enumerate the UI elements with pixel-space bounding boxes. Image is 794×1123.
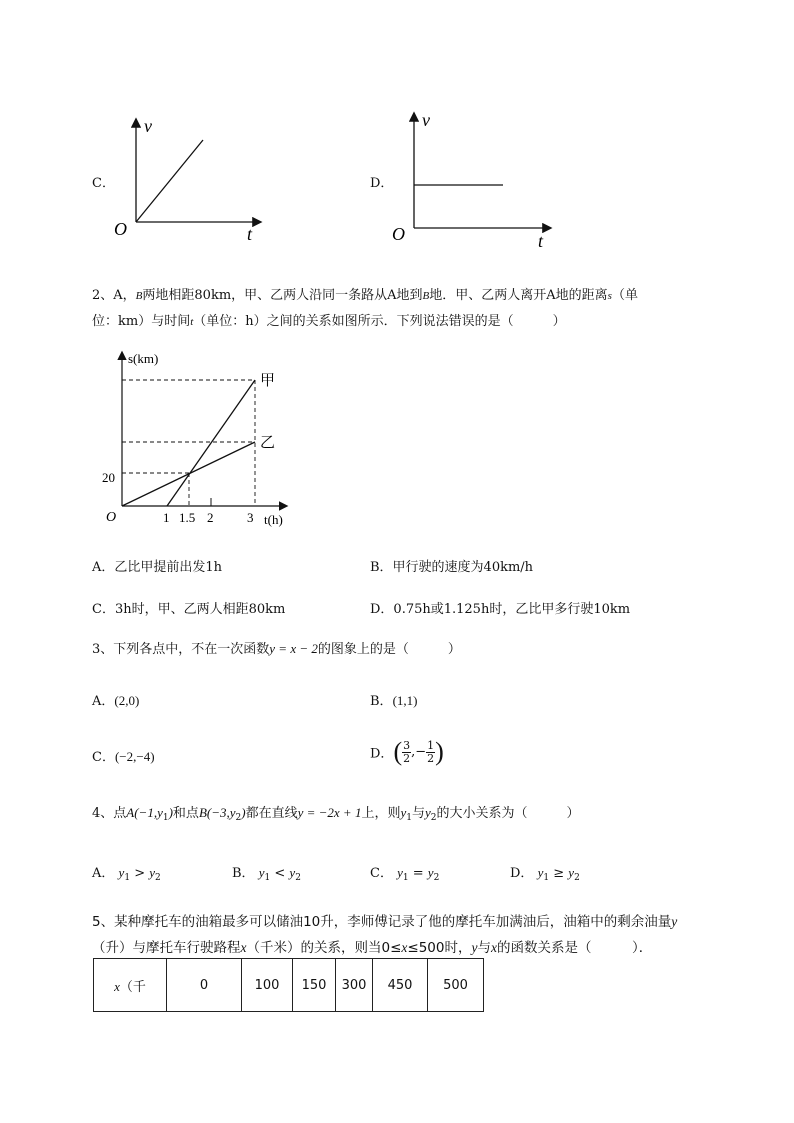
q2-stem-line2: 位：km）与时间t（单位：h）之间的关系如图所示．下列说法错误的是（ ） xyxy=(92,314,566,329)
q5-table-cell: 300 xyxy=(336,959,373,1012)
q4-option-a: A． $y_1 > y_2$ xyxy=(92,865,161,883)
q1-c-v-label: v xyxy=(144,116,152,136)
q4-option-b: B． $y_1 < y_2$ xyxy=(232,865,301,883)
q3-option-b: B．(1,1) xyxy=(370,693,418,709)
q2-t-label: t(h) xyxy=(264,512,283,527)
q2-option-a: A．乙比甲提前出发1h xyxy=(92,560,223,575)
q5-table-cell: 0 xyxy=(167,959,242,1012)
q5-table-cell: 450 xyxy=(373,959,428,1012)
q1-c-line xyxy=(136,140,203,222)
q1-d-origin: O xyxy=(392,224,405,244)
q5-table-cell: 100 xyxy=(242,959,293,1012)
q3-d-frac2: $\frac{1}{2}$ xyxy=(427,738,435,765)
q2-label-yi: 乙 xyxy=(260,435,276,451)
q2-option-b: B．甲行驶的速度为40km/h xyxy=(370,560,534,575)
q4-stem: 4、点$A(-1,y_1)$和点$B(-3,y_2)$都在直线y = −2x + 1上，则$y_1$与$y_2$的大小关系为（ ） xyxy=(92,805,580,823)
q2-option-d: D．0.75h或1.125h时，乙比甲多行驶10km xyxy=(370,602,631,617)
q3-option-a: A．(2,0) xyxy=(92,693,140,709)
q2-origin: O xyxy=(106,510,117,525)
q3-d-frac1: $\frac{3}{2}$ xyxy=(403,738,411,765)
q1-c-origin: O xyxy=(114,219,127,239)
q1-d-t-label: t xyxy=(538,231,544,251)
q1-d-v-label: v xyxy=(422,110,430,130)
q5-table-cell: 500 xyxy=(428,959,484,1012)
q2-tick-label-1: 1 xyxy=(163,510,170,525)
q2-tick-label-3: 3 xyxy=(247,510,254,525)
q3-option-d: D．( $\frac{3}{2}$ ,− $\frac{1}{2}$ ) xyxy=(370,737,444,766)
q1-option-d-label: D． xyxy=(370,176,394,191)
q1-c-t-label: t xyxy=(247,224,253,244)
q2-line-jia xyxy=(167,380,255,506)
q2-label-jia: 甲 xyxy=(260,373,276,389)
table-row xyxy=(94,959,484,1012)
q4-option-d: D． $y_1 \ge y_2$ xyxy=(510,865,580,883)
q2-option-c: C．3h时，甲、乙两人相距80km xyxy=(92,602,286,617)
q5-stem-line2: （升）与摩托车行驶路程x（千米）的关系，则当0≤x≤500时，y与x的函数关系是（ ）． xyxy=(92,940,653,956)
q2-stem-line1: 2、A，B两地相距80km，甲、乙两人沿同一条路从A地到B地．甲、乙两人离开A地的距离s（单 xyxy=(92,288,638,303)
q5-table xyxy=(93,958,484,1012)
q5-table-cell: 150 xyxy=(293,959,336,1012)
q2-tick-label-20: 20 xyxy=(102,470,115,485)
q1-graph-d xyxy=(388,108,558,253)
q2-tick-label-2: 2 xyxy=(207,510,214,525)
q4-option-c: C． $y_1 = y_2$ xyxy=(370,865,440,883)
q3-stem: 3、下列各点中，不在一次函数y = x − 2的图象上的是（ ） xyxy=(92,641,461,657)
q2-tick-label-1-5: 1.5 xyxy=(179,510,196,525)
q5-table-header: x（千 xyxy=(94,959,167,1012)
q2-s-label: s(km) xyxy=(128,351,159,366)
q1-option-c-label: C． xyxy=(92,176,115,191)
q2-line-yi xyxy=(122,442,255,506)
q1-graph-c xyxy=(110,112,270,247)
q2-graph xyxy=(100,345,290,530)
q5-stem-line1: 5、某种摩托车的油箱最多可以储油10升，李师傅记录了他的摩托车加满油后，油箱中的剩余油量y xyxy=(92,914,678,930)
q3-option-c: C．(−2,−4) xyxy=(92,749,155,765)
